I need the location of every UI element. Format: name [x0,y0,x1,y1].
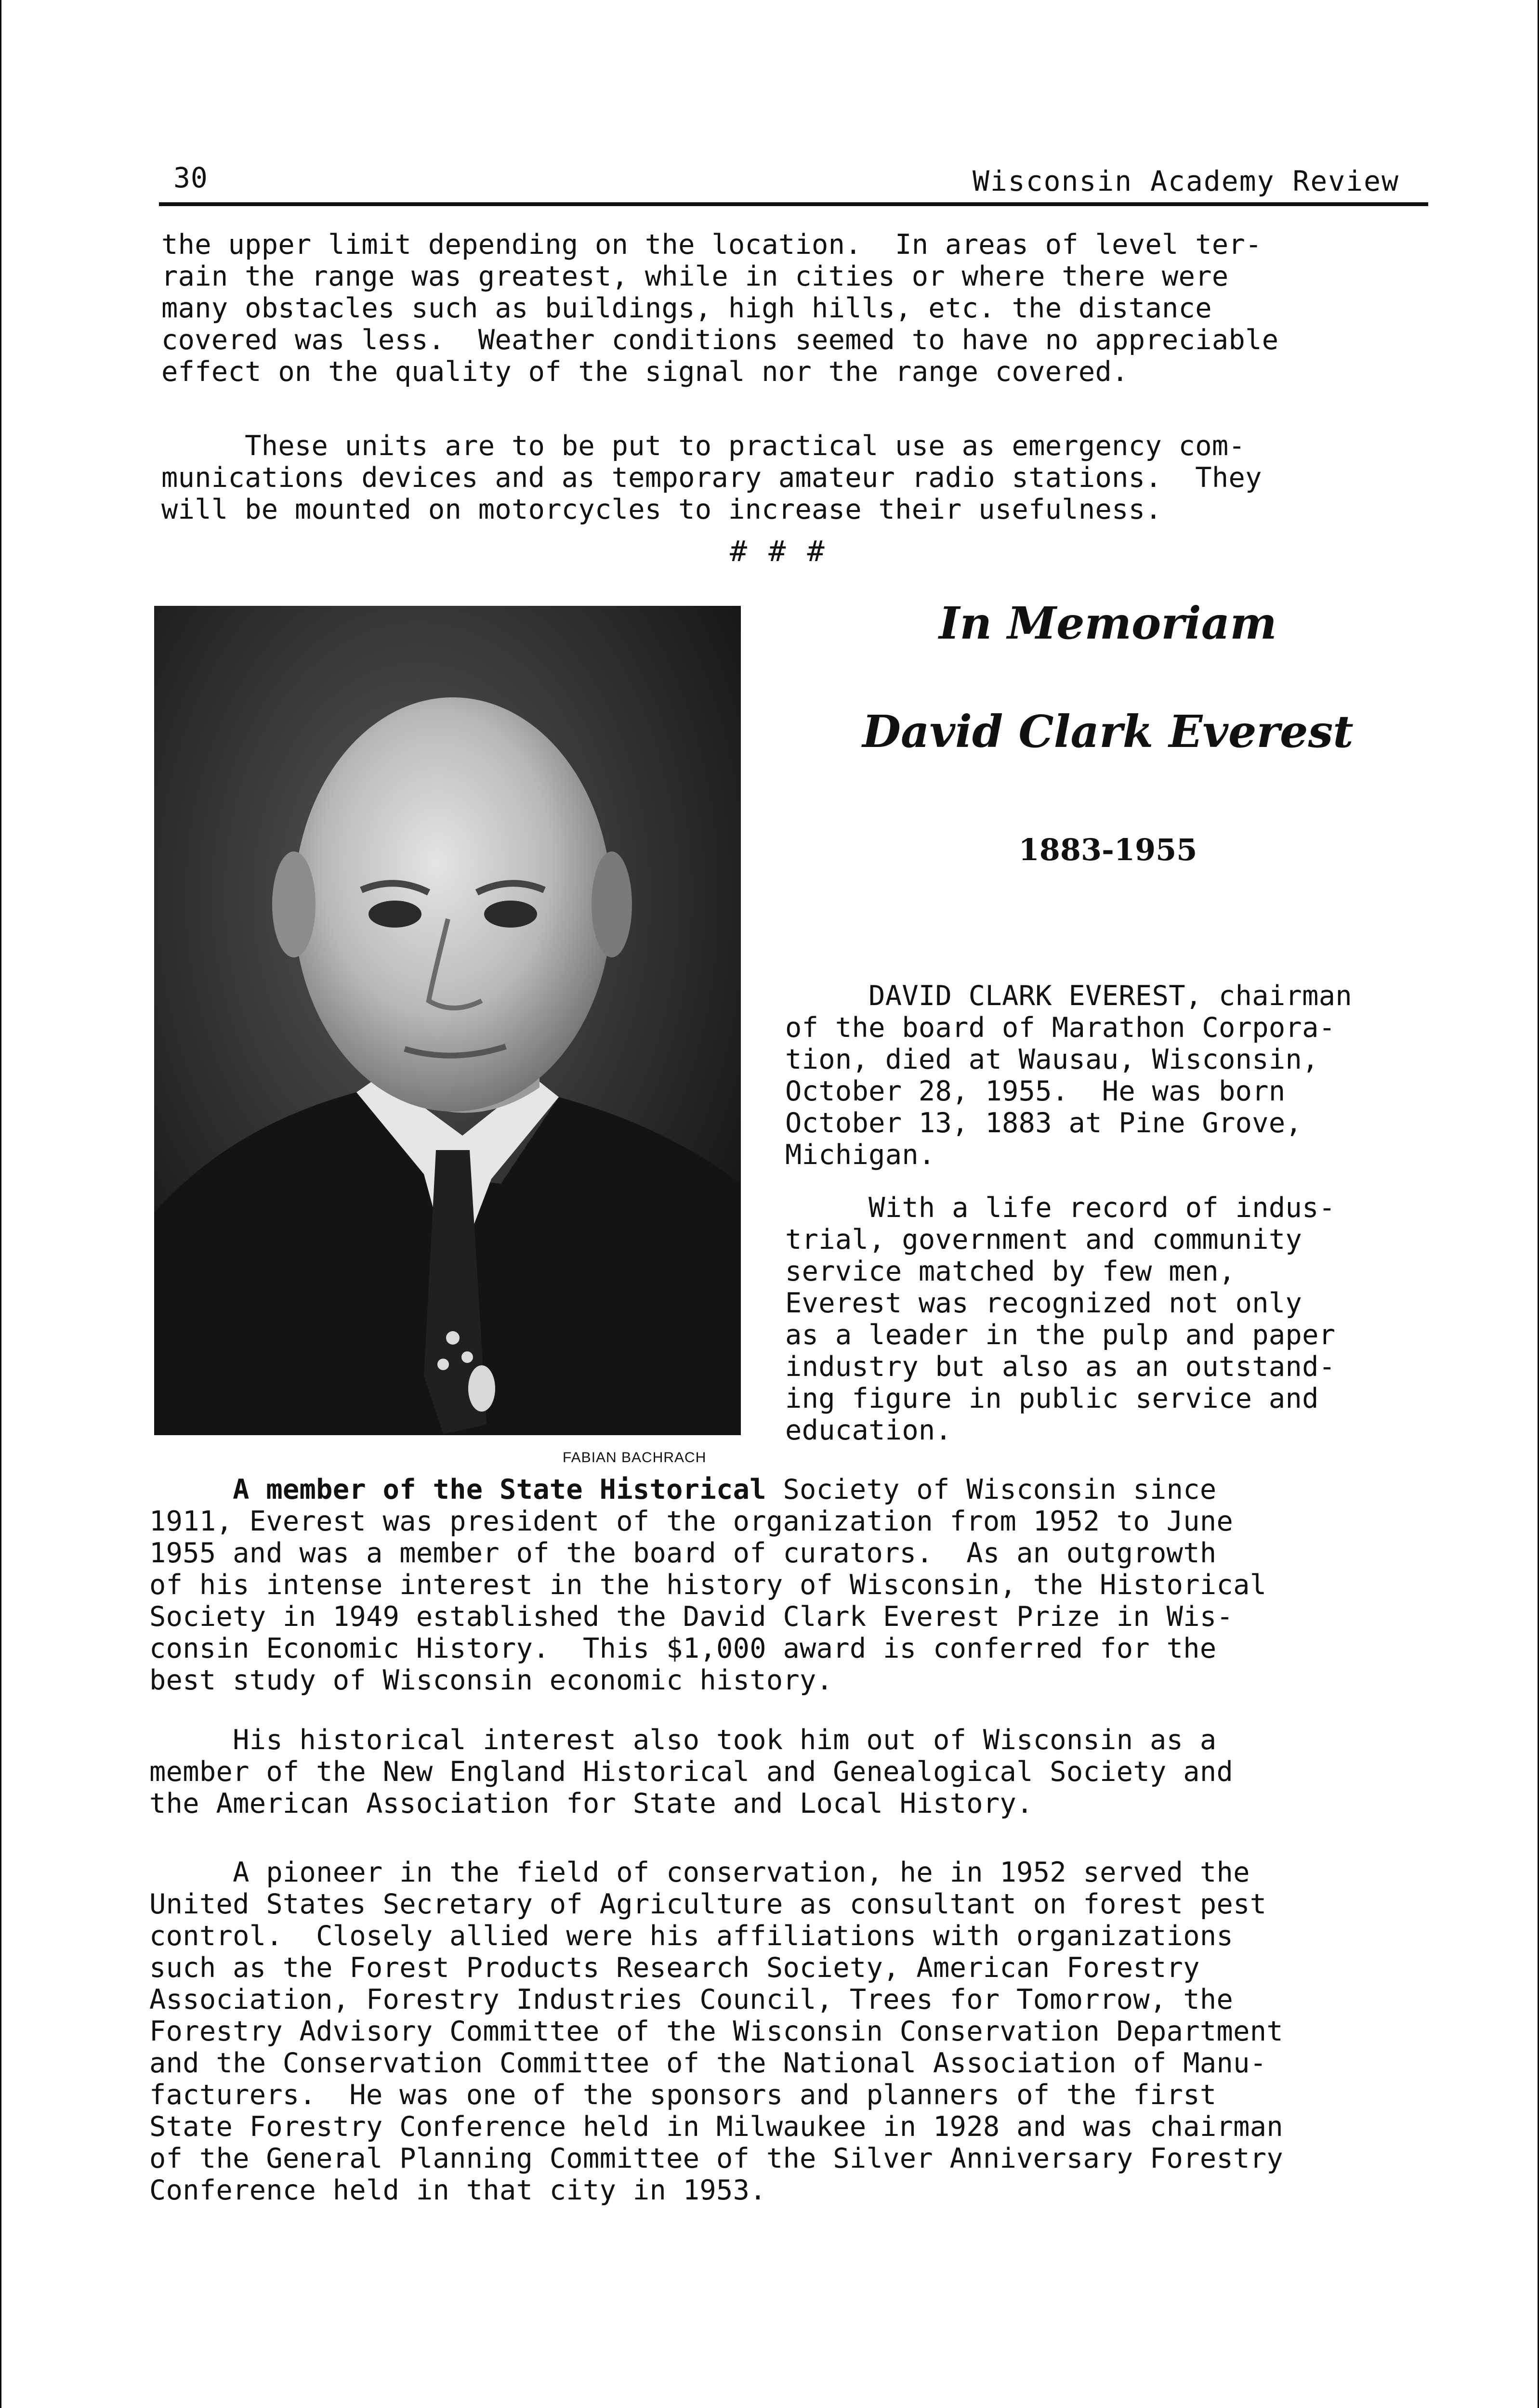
body-paragraph-1-rest: Society of Wisconsin since 1911, Everest was president of the organization from 1952 to June 1955 and was a member of the board of curators. As an outgrowth of his intense interest in the history of Wisconsin, the Historical Society in 1949 established the David Clark Everest Prize in Wis- consin Economic History. This $1,000 award is conferred for the best study of Wisconsin economic history. [149,1474,1267,1696]
body-paragraph-3: A pioneer in the field of conservation, he in 1952 served the United States Secretary of Agriculture as consultant on forest pest control. Closely allied were his affiliations with organizations such as the Forest Products Research Society, American Forestry Association, Forestry Industries Council, Trees for Tomorrow, the Forestry Advisory Committee of the Wisconsin Conservation Department and the Conservation Committee of the National Association of Manu- facturers. He was one of the sponsors and planners of the first State Forestry Conference held in Milwaukee in 1928 and was chairman of the General Planning Committee of the Silver Anniversary Forestry Conference held in that city in 1953. [149,1857,1283,2206]
section-separator: # # # [730,535,827,568]
photo-credit: FABIAN BACHRACH [563,1450,707,1466]
page-header [159,159,1428,206]
portrait-photo [154,606,741,1435]
body-paragraph-2: His historical interest also took him out of Wisconsin as a member of the New England Historical and Genealogical Society and the American Association for State and Local History. [149,1724,1234,1819]
body-paragraph-1-lead: A member of the State Historical [149,1474,766,1505]
intro-paragraph-1: the upper limit depending on the location. In areas of level ter- rain the range was greatest, while in cities or where there were many obstacles such as buildings, high hills, etc. the distance covered was less. Weather conditions seemed to have no appreciable effect on the quality of the signal nor the range covered. [161,229,1279,388]
page-number: 30 [173,161,208,194]
memoriam-title: In Memoriam [939,597,1277,649]
obituary-paragraph-1: DAVID CLARK EVEREST, chairman of the board of Marathon Corpora- tion, died at Wausau, Wisconsin, October 28, 1955. He was born October 13, 1883 at Pine Grove, Michigan. [785,980,1352,1171]
memoriam-years: 1883-1955 [1018,832,1197,867]
journal-title: Wisconsin Academy Review [972,165,1399,197]
body-paragraph-1 [149,1474,1266,1696]
memoriam-name: David Clark Everest [862,706,1354,758]
obituary-paragraph-2: With a life record of indus- trial, government and community service matched by few men, Everest was recognized not only as a leader in the pulp and paper industry but also as an outstand- ing figure in public service and education. [785,1192,1336,1446]
intro-paragraph-2: These units are to be put to practical use as emergency com- munications devices and as temporary amateur radio stations. They will be mounted on motorcycles to increase their usefulness. [161,430,1262,525]
